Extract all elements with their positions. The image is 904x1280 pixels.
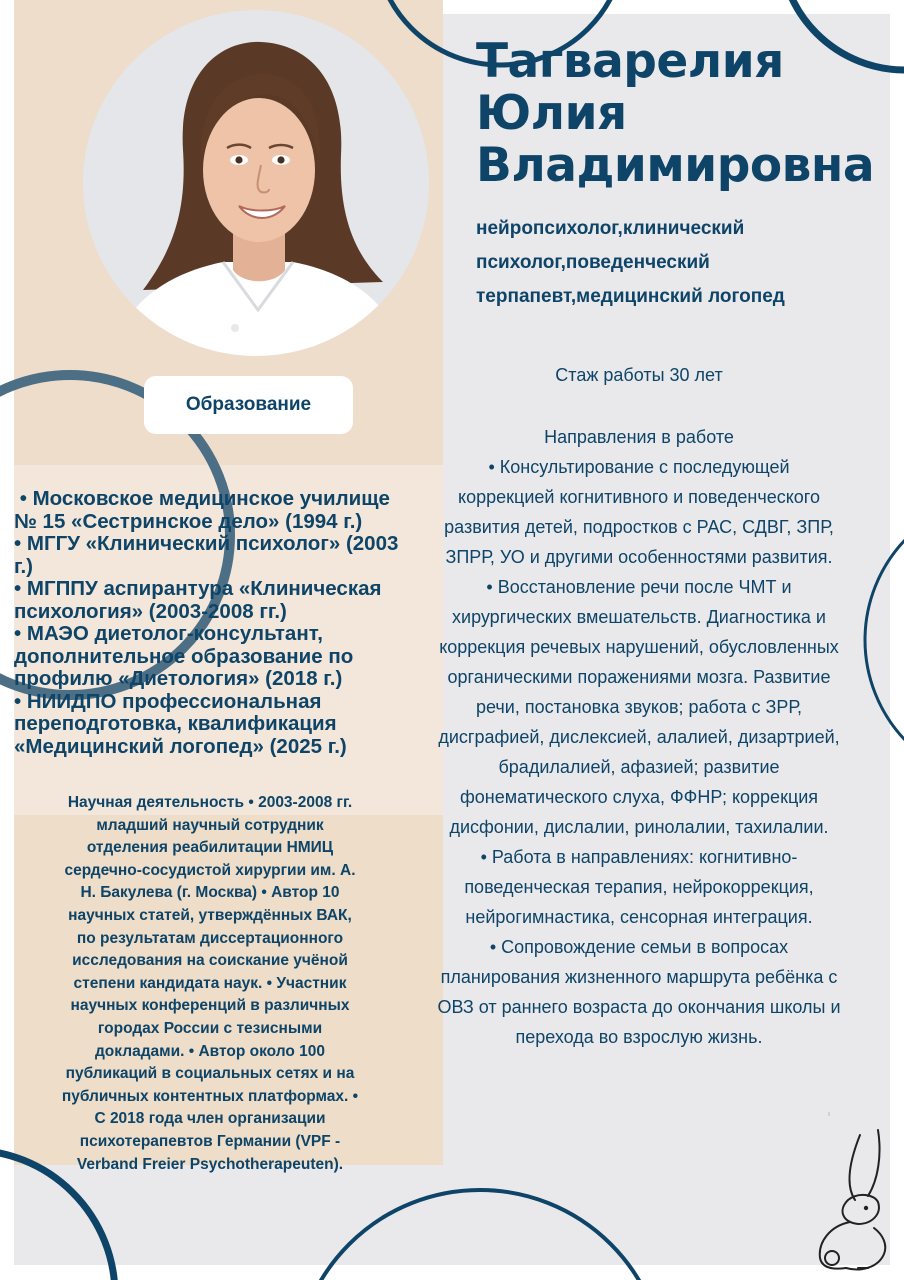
directions-line: перехода во взрослую жизнь.: [515, 1027, 763, 1047]
education-line: • МГГУ «Клинический психолог» (2003: [14, 532, 399, 555]
directions-line: коррекция речевых нарушений, обусловленных: [439, 637, 839, 657]
portrait-illustration: [83, 10, 429, 356]
person-name: [476, 36, 896, 192]
science-line: исследования на соискание учёной: [72, 952, 348, 970]
science-line: публикаций в социальных сетях и на: [65, 1065, 355, 1083]
experience: Стаж работы 30 лет: [555, 365, 723, 385]
education-line: • МАЭО диетолог-консультант,: [14, 622, 323, 645]
science-line: Verband Freier Psychotherapeuten).: [76, 1155, 344, 1173]
science-line: степени кандидата наук. • Участник: [73, 974, 347, 992]
directions-line: Направления в работе: [544, 427, 734, 447]
education-line: профилю «Диетология» (2018 г.): [14, 667, 343, 690]
directions-line: • Работа в направлениях: когнитивно-: [480, 847, 798, 867]
science-line: публичных контентных платформах. •: [61, 1087, 359, 1105]
education-line: • НИИДПО профессиональная: [14, 689, 322, 713]
science-line: докладами. • Автор около 100: [94, 1042, 326, 1060]
education-line: № 15 «Сестринское дело» (1994 г.): [14, 509, 363, 533]
directions-line: хирургических вмешательств. Диагностика и: [452, 607, 826, 627]
science-line: научных конференций в различных: [70, 997, 350, 1015]
science-line: сердечно-сосудистой хирургии им. А.: [64, 861, 356, 879]
bunny-icon: [820, 1130, 885, 1269]
directions-line: дисфонии, дислалии, ринолалии, тахилалии.: [449, 817, 829, 837]
directions-line: ЗПРР, УО и другими особенностями развития.: [445, 547, 833, 567]
education-line: психология» (2003-2008 гг.): [14, 599, 287, 623]
name-surname: Тагварелия: [476, 34, 784, 89]
work-info: [392, 360, 886, 1052]
profession-list: [476, 212, 886, 314]
directions-line: коррекцией когнитивного и поведенческого: [458, 487, 820, 507]
science-line: отделения реабилитации НМИЦ: [86, 839, 334, 857]
directions-line: дисграфией, дислексией, алалией, дизартрией,: [438, 727, 840, 747]
education-list: [14, 488, 444, 758]
profession-line: нейропсихолог,клинический: [476, 218, 745, 239]
ring-bottom-center: [295, 1190, 665, 1280]
science-activity: [26, 792, 394, 1176]
profession-line: терпапевт,медицинский логопед: [476, 286, 785, 307]
directions-line: планирования жизненного маршрута ребёнка с: [440, 967, 838, 987]
science-line: Н. Бакулева (г. Москва) • Автор 10: [80, 884, 340, 902]
directions-line: брадилалией, афазией; развитие: [498, 757, 780, 777]
directions-line: нейрогимнастика, сенсорная интеграция.: [465, 907, 813, 927]
science-line: С 2018 года член организации: [94, 1110, 326, 1128]
science-line: научных статей, утверждённых ВАК,: [68, 906, 352, 924]
directions-line: органическими поражениями мозга. Развитие: [447, 667, 831, 687]
name-patronymic: Владимировна: [476, 138, 875, 193]
directions-line: поведенческая терапия, нейрокоррекция,: [464, 877, 814, 897]
science-line: по результатам диссертационного: [76, 929, 344, 947]
science-line: Научная деятельность • 2003-2008 гг.: [67, 794, 353, 811]
name-first: Юлия: [476, 86, 627, 141]
education-button[interactable]: Образование: [144, 376, 353, 434]
education-line: • Московское медицинское училище: [14, 487, 390, 510]
portrait-photo: [83, 10, 429, 356]
directions-line: речи, постановка звуков; работа с ЗРР,: [475, 697, 803, 717]
directions-line: ОВЗ от раннего возраста до окончания школы и: [437, 997, 841, 1017]
science-line: психотерапевтов Германии (VPF -: [79, 1132, 341, 1150]
directions-line: • Консультирование с последующей: [488, 457, 790, 477]
education-line: дополнительное образование по: [14, 644, 354, 668]
science-line: городах России с тезисными: [97, 1019, 323, 1037]
education-line: «Медицинский логопед» (2025 г.): [14, 734, 347, 758]
profession-line: психолог,поведенческий: [476, 252, 710, 273]
directions-line: развития детей, подростков с РАС, СДВГ, ЗПР,: [444, 517, 834, 537]
education-line: • МГППУ аспирантура «Клиническая: [14, 577, 382, 600]
directions-line: фонематического слуха, ФФНР; коррекция: [459, 787, 819, 807]
directions-line: • Восстановление речи после ЧМТ и: [486, 577, 792, 597]
directions-line: • Сопровождение семьи в вопросах: [489, 937, 789, 957]
education-line: переподготовка, квалификация: [14, 712, 337, 735]
education-line: г.): [14, 554, 34, 578]
science-line: младший научный сотрудник: [96, 816, 324, 834]
